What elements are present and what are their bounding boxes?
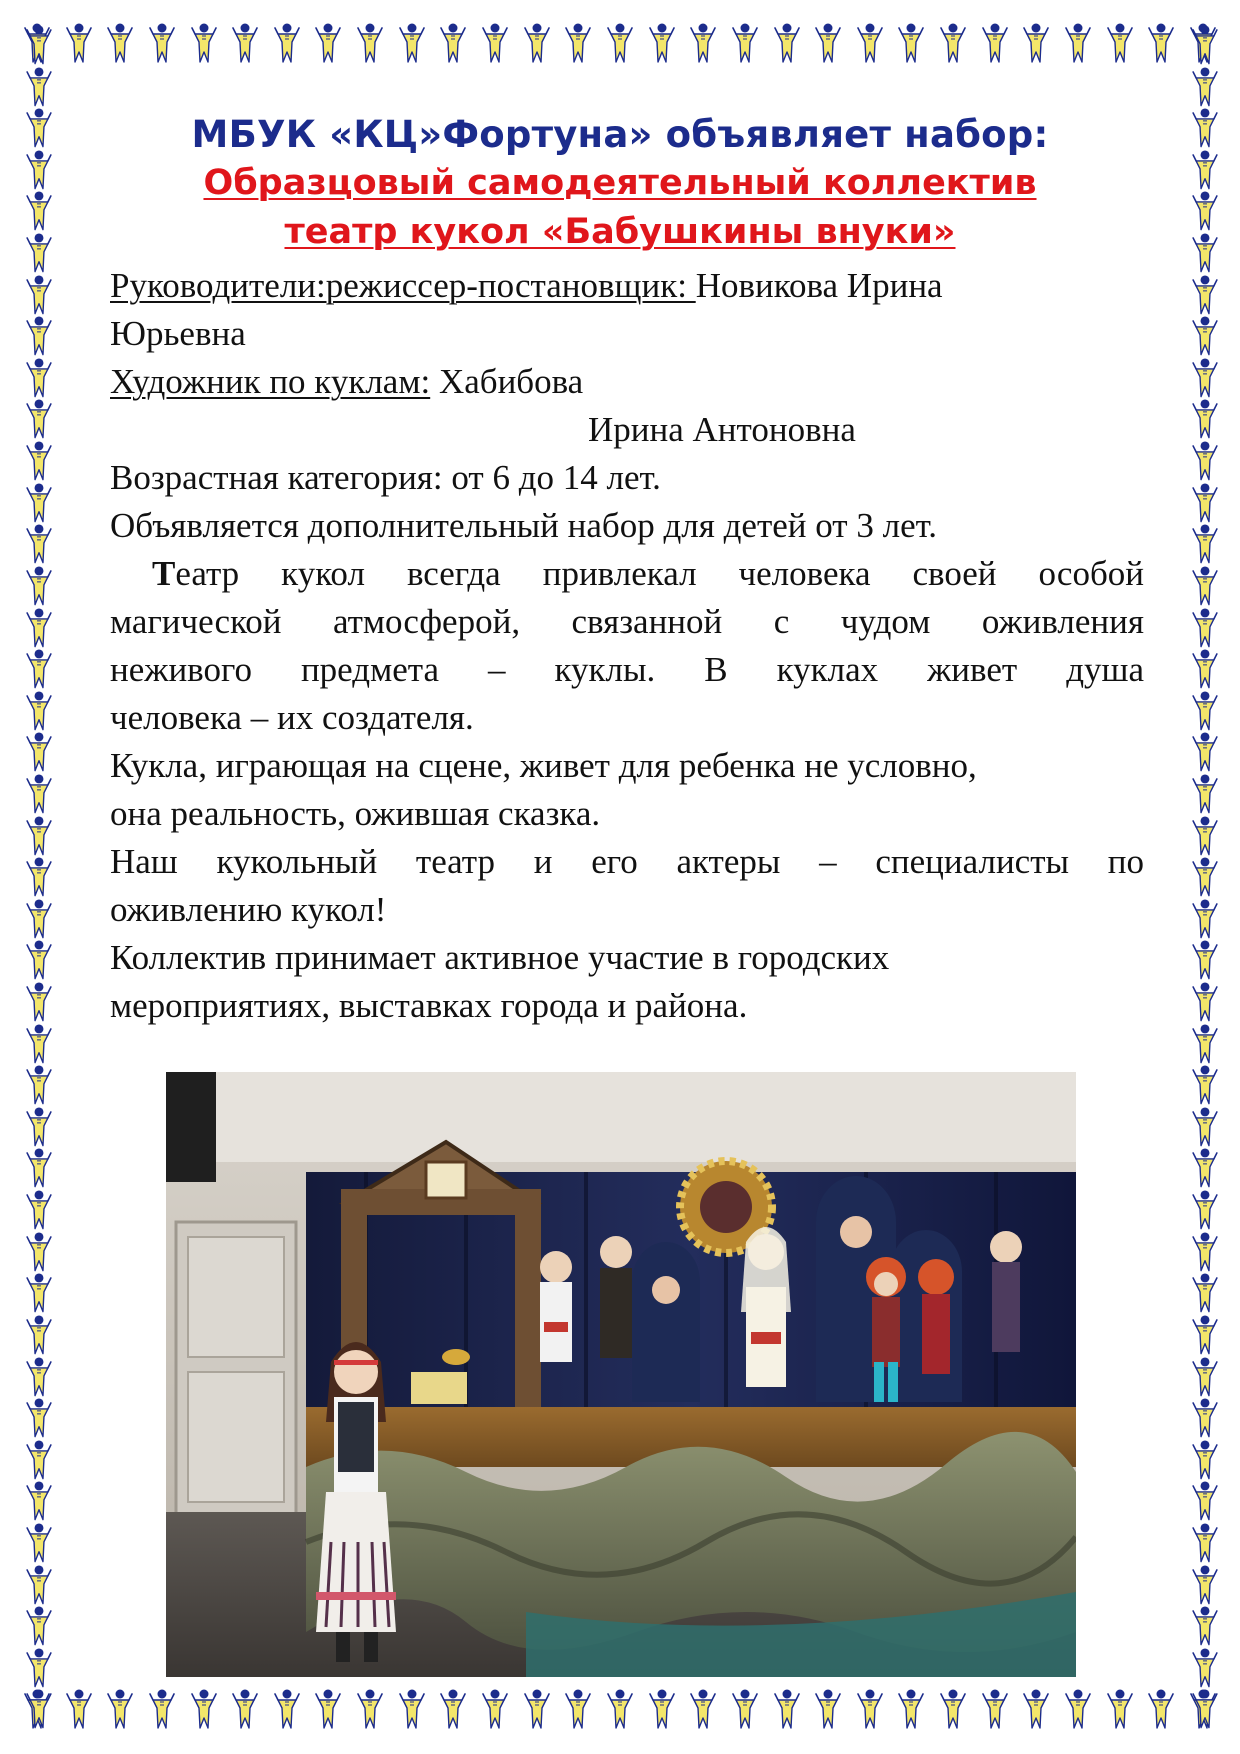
yellow-stick-figure-icon bbox=[1148, 1688, 1174, 1730]
yellow-stick-figure-icon bbox=[399, 1688, 425, 1730]
yellow-stick-figure-icon bbox=[26, 149, 52, 191]
yellow-stick-figure-icon bbox=[26, 1647, 52, 1689]
yellow-stick-figure-icon bbox=[774, 22, 800, 64]
yellow-stick-figure-icon bbox=[815, 22, 841, 64]
yellow-stick-figure-icon bbox=[274, 22, 300, 64]
yellow-stick-figure-icon bbox=[26, 981, 52, 1023]
yellow-stick-figure-icon bbox=[26, 898, 52, 940]
yellow-stick-figure-icon bbox=[774, 1688, 800, 1730]
yellow-stick-figure-icon bbox=[857, 22, 883, 64]
yellow-stick-figure-icon bbox=[1192, 690, 1218, 732]
yellow-stick-figure-icon bbox=[482, 1688, 508, 1730]
yellow-stick-figure-icon bbox=[26, 648, 52, 690]
yellow-stick-figure-icon bbox=[26, 815, 52, 857]
yellow-stick-figure-icon bbox=[26, 1147, 52, 1189]
yellow-stick-figure-icon bbox=[1065, 22, 1091, 64]
yellow-stick-figure-icon bbox=[26, 107, 52, 149]
yellow-stick-figure-icon bbox=[26, 856, 52, 898]
yellow-stick-figure-icon bbox=[26, 523, 52, 565]
age-category: Возрастная категория: от 6 до 14 лет. bbox=[110, 458, 661, 497]
yellow-stick-figure-icon bbox=[1192, 1106, 1218, 1148]
yellow-stick-figure-icon bbox=[898, 1688, 924, 1730]
yellow-stick-figure-icon bbox=[26, 232, 52, 274]
yellow-stick-figure-icon bbox=[1192, 190, 1218, 232]
director-label: Руководители:режиссер-постановщик: bbox=[110, 266, 696, 305]
yellow-stick-figure-icon bbox=[1192, 1356, 1218, 1398]
yellow-stick-figure-icon bbox=[690, 22, 716, 64]
yellow-stick-figure-icon bbox=[1192, 24, 1218, 66]
border-right bbox=[1182, 24, 1228, 1730]
yellow-stick-figure-icon bbox=[107, 1688, 133, 1730]
yellow-stick-figure-icon bbox=[26, 607, 52, 649]
yellow-stick-figure-icon bbox=[26, 274, 52, 316]
yellow-stick-figure-icon bbox=[1192, 1147, 1218, 1189]
yellow-stick-figure-icon bbox=[26, 190, 52, 232]
yellow-stick-figure-icon bbox=[26, 1480, 52, 1522]
yellow-stick-figure-icon bbox=[690, 1688, 716, 1730]
yellow-stick-figure-icon bbox=[1192, 398, 1218, 440]
yellow-stick-figure-icon bbox=[1192, 149, 1218, 191]
yellow-stick-figure-icon bbox=[1192, 981, 1218, 1023]
paragraph-1-line-1: Театр кукол всегда привлекал человека своей особой bbox=[152, 554, 1144, 593]
yellow-stick-figure-icon bbox=[940, 1688, 966, 1730]
yellow-stick-figure-icon bbox=[1192, 315, 1218, 357]
puppet-theater-photo bbox=[166, 1072, 1076, 1677]
yellow-stick-figure-icon bbox=[26, 773, 52, 815]
yellow-stick-figure-icon bbox=[524, 1688, 550, 1730]
yellow-stick-figure-icon bbox=[149, 22, 175, 64]
yellow-stick-figure-icon bbox=[1192, 856, 1218, 898]
yellow-stick-figure-icon bbox=[1148, 22, 1174, 64]
yellow-stick-figure-icon bbox=[607, 1688, 633, 1730]
yellow-stick-figure-icon bbox=[1192, 1439, 1218, 1481]
yellow-stick-figure-icon bbox=[1192, 1272, 1218, 1314]
paragraph-3-line-2: оживлению кукол! bbox=[110, 890, 387, 929]
yellow-stick-figure-icon bbox=[26, 1356, 52, 1398]
yellow-stick-figure-icon bbox=[1192, 898, 1218, 940]
yellow-stick-figure-icon bbox=[1192, 523, 1218, 565]
yellow-stick-figure-icon bbox=[649, 1688, 675, 1730]
yellow-stick-figure-icon bbox=[26, 565, 52, 607]
paragraph-4-line-2: мероприятиях, выставках города и района. bbox=[110, 986, 748, 1025]
yellow-stick-figure-icon bbox=[565, 1688, 591, 1730]
yellow-stick-figure-icon bbox=[149, 1688, 175, 1730]
yellow-stick-figure-icon bbox=[1023, 22, 1049, 64]
border-top bbox=[24, 20, 1216, 66]
yellow-stick-figure-icon bbox=[26, 1605, 52, 1647]
yellow-stick-figure-icon bbox=[26, 731, 52, 773]
border-left bbox=[16, 24, 62, 1730]
yellow-stick-figure-icon bbox=[1192, 482, 1218, 524]
yellow-stick-figure-icon bbox=[732, 22, 758, 64]
yellow-stick-figure-icon bbox=[1192, 607, 1218, 649]
yellow-stick-figure-icon bbox=[26, 1189, 52, 1231]
yellow-stick-figure-icon bbox=[524, 22, 550, 64]
artist-surname: Хабибова bbox=[430, 362, 584, 401]
paragraph-4-line-1: Коллектив принимает активное участие в городских bbox=[110, 938, 890, 977]
yellow-stick-figure-icon bbox=[1192, 1564, 1218, 1606]
theater-name: театр кукол «Бабушкины внуки» bbox=[284, 212, 956, 252]
director-line bbox=[110, 262, 1144, 310]
paragraph-1-line-2: магической атмосферой, связанной с чудом оживления bbox=[110, 602, 1144, 641]
yellow-stick-figure-icon bbox=[1192, 1023, 1218, 1065]
yellow-stick-figure-icon bbox=[26, 1314, 52, 1356]
yellow-stick-figure-icon bbox=[26, 482, 52, 524]
yellow-stick-figure-icon bbox=[898, 22, 924, 64]
yellow-stick-figure-icon bbox=[1192, 232, 1218, 274]
director-name-cont: Юрьевна bbox=[110, 314, 246, 353]
yellow-stick-figure-icon bbox=[440, 22, 466, 64]
announcement-title: МБУК «КЦ»Фортуна» объявляет набор: bbox=[191, 113, 1049, 156]
yellow-stick-figure-icon bbox=[1192, 731, 1218, 773]
yellow-stick-figure-icon bbox=[1192, 66, 1218, 108]
yellow-stick-figure-icon bbox=[357, 22, 383, 64]
yellow-stick-figure-icon bbox=[1192, 1314, 1218, 1356]
yellow-stick-figure-icon bbox=[732, 1688, 758, 1730]
yellow-stick-figure-icon bbox=[482, 22, 508, 64]
yellow-stick-figure-icon bbox=[26, 440, 52, 482]
yellow-stick-figure-icon bbox=[357, 1688, 383, 1730]
yellow-stick-figure-icon bbox=[232, 22, 258, 64]
border-bottom bbox=[24, 1686, 1216, 1732]
yellow-stick-figure-icon bbox=[1192, 773, 1218, 815]
yellow-stick-figure-icon bbox=[26, 66, 52, 108]
yellow-stick-figure-icon bbox=[1192, 1189, 1218, 1231]
yellow-stick-figure-icon bbox=[399, 22, 425, 64]
yellow-stick-figure-icon bbox=[1192, 1647, 1218, 1689]
artist-label: Художник по куклам: bbox=[110, 362, 431, 401]
yellow-stick-figure-icon bbox=[649, 22, 675, 64]
yellow-stick-figure-icon bbox=[1192, 440, 1218, 482]
yellow-stick-figure-icon bbox=[26, 1023, 52, 1065]
yellow-stick-figure-icon bbox=[1192, 1480, 1218, 1522]
yellow-stick-figure-icon bbox=[26, 1522, 52, 1564]
yellow-stick-figure-icon bbox=[26, 357, 52, 399]
yellow-stick-figure-icon bbox=[857, 1688, 883, 1730]
artist-line bbox=[110, 358, 1144, 406]
director-name: Новикова Ирина bbox=[695, 266, 943, 305]
yellow-stick-figure-icon bbox=[1192, 1688, 1218, 1730]
yellow-stick-figure-icon bbox=[1192, 1522, 1218, 1564]
yellow-stick-figure-icon bbox=[26, 690, 52, 732]
yellow-stick-figure-icon bbox=[26, 24, 52, 66]
yellow-stick-figure-icon bbox=[1192, 1064, 1218, 1106]
drop-letter: Т bbox=[152, 554, 176, 593]
extra-enrollment: Объявляется дополнительный набор для детей от 3 лет. bbox=[110, 506, 938, 545]
yellow-stick-figure-icon bbox=[26, 1064, 52, 1106]
yellow-stick-figure-icon bbox=[1023, 1688, 1049, 1730]
yellow-stick-figure-icon bbox=[26, 1272, 52, 1314]
paragraph-1-line-4: человека – их создателя. bbox=[110, 698, 474, 737]
yellow-stick-figure-icon bbox=[1192, 357, 1218, 399]
yellow-stick-figure-icon bbox=[26, 398, 52, 440]
yellow-stick-figure-icon bbox=[26, 1397, 52, 1439]
yellow-stick-figure-icon bbox=[565, 22, 591, 64]
yellow-stick-figure-icon bbox=[1192, 648, 1218, 690]
paragraph-1-line-3: неживого предмета – куклы. В куклах живет душа bbox=[110, 650, 1144, 689]
yellow-stick-figure-icon bbox=[26, 939, 52, 981]
yellow-stick-figure-icon bbox=[191, 22, 217, 64]
yellow-stick-figure-icon bbox=[1192, 1231, 1218, 1273]
yellow-stick-figure-icon bbox=[274, 1688, 300, 1730]
yellow-stick-figure-icon bbox=[26, 1106, 52, 1148]
yellow-stick-figure-icon bbox=[26, 1564, 52, 1606]
paragraph-2-line-2: она реальность, ожившая сказка. bbox=[110, 794, 601, 833]
yellow-stick-figure-icon bbox=[26, 315, 52, 357]
yellow-stick-figure-icon bbox=[66, 1688, 92, 1730]
yellow-stick-figure-icon bbox=[315, 1688, 341, 1730]
yellow-stick-figure-icon bbox=[1107, 22, 1133, 64]
yellow-stick-figure-icon bbox=[1107, 1688, 1133, 1730]
yellow-stick-figure-icon bbox=[440, 1688, 466, 1730]
yellow-stick-figure-icon bbox=[26, 1231, 52, 1273]
body-text bbox=[110, 262, 1144, 1030]
yellow-stick-figure-icon bbox=[607, 22, 633, 64]
yellow-stick-figure-icon bbox=[1192, 274, 1218, 316]
yellow-stick-figure-icon bbox=[191, 1688, 217, 1730]
yellow-stick-figure-icon bbox=[1192, 815, 1218, 857]
yellow-stick-figure-icon bbox=[26, 1688, 52, 1730]
yellow-stick-figure-icon bbox=[1192, 1397, 1218, 1439]
yellow-stick-figure-icon bbox=[815, 1688, 841, 1730]
yellow-stick-figure-icon bbox=[1192, 1605, 1218, 1647]
yellow-stick-figure-icon bbox=[940, 22, 966, 64]
yellow-stick-figure-icon bbox=[982, 1688, 1008, 1730]
yellow-stick-figure-icon bbox=[315, 22, 341, 64]
collective-name: Образцовый самодеятельный коллектив bbox=[203, 163, 1037, 203]
yellow-stick-figure-icon bbox=[1192, 565, 1218, 607]
yellow-stick-figure-icon bbox=[1192, 107, 1218, 149]
yellow-stick-figure-icon bbox=[107, 22, 133, 64]
paragraph-3-line-1: Наш кукольный театр и его актеры – специалисты по bbox=[110, 842, 1144, 881]
paragraph-2-line-1: Кукла, играющая на сцене, живет для ребенка не условно, bbox=[110, 746, 977, 785]
photo-illustration bbox=[166, 1072, 1076, 1677]
yellow-stick-figure-icon bbox=[982, 22, 1008, 64]
yellow-stick-figure-icon bbox=[26, 1439, 52, 1481]
yellow-stick-figure-icon bbox=[232, 1688, 258, 1730]
yellow-stick-figure-icon bbox=[1065, 1688, 1091, 1730]
yellow-stick-figure-icon bbox=[1192, 939, 1218, 981]
artist-name: Ирина Антоновна bbox=[588, 410, 856, 449]
yellow-stick-figure-icon bbox=[66, 22, 92, 64]
